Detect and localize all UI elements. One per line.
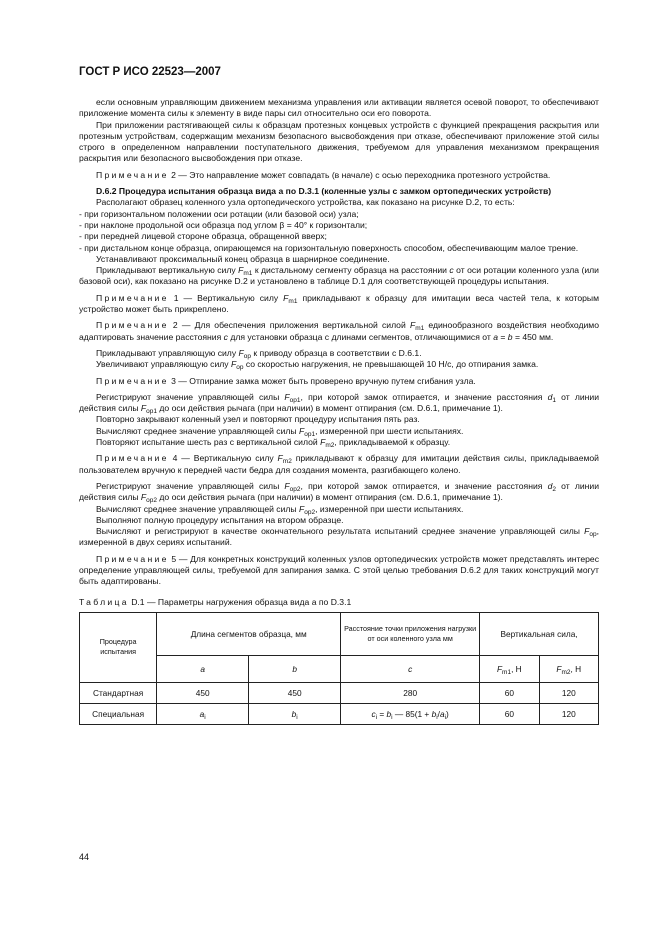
subscript: op2 — [304, 508, 316, 516]
unit: , Н — [570, 663, 582, 674]
note-2a — [79, 170, 599, 181]
table-caption — [79, 597, 599, 607]
symbol: F — [320, 437, 326, 448]
page-header: ГОСТ Р ИСО 22523—2007 — [79, 66, 221, 78]
note-label: Примечание — [96, 375, 169, 386]
subscript: m2 — [282, 458, 292, 466]
text: Вычисляют и регистрируют в качестве окончательного результата испытаний среднее значение управляющей силы — [96, 526, 580, 537]
text: от линии действия силы — [79, 480, 600, 503]
symbol: F — [140, 492, 147, 503]
text: Увеличивают управляющую силу — [96, 359, 229, 370]
header-force: Вертикальная сила, — [480, 612, 599, 655]
text: 3 — Отпирание замка может быть проверено вручную путем сгибания узла. — [171, 375, 476, 386]
symbol: c — [371, 708, 376, 719]
paragraph-13 — [79, 504, 599, 515]
header-lengths: Длина сегментов образца, мм — [157, 612, 341, 655]
paragraph-4: Устанавливают проксимальный конец образца в шарнирное соединение. — [96, 253, 390, 264]
paragraph-3: Располагают образец коленного узла ортопедического устройства, как показано на рисунке D.2, то есть: — [96, 197, 515, 208]
subscript: i — [204, 713, 206, 721]
text: Регистрируют значение управляющей силы — [96, 391, 280, 402]
symbol: F — [238, 265, 244, 276]
note-label: Примечание — [96, 553, 169, 564]
cell-b: 450 — [249, 682, 341, 703]
text: , при которой замок отпирается, и значение расстояния — [300, 480, 543, 491]
paragraph-6 — [79, 348, 599, 359]
symbol: b — [431, 708, 437, 719]
subscript: m2 — [561, 668, 571, 676]
symbol: F — [496, 663, 503, 674]
paragraph-11 — [79, 437, 599, 448]
subscript: op1 — [304, 430, 316, 438]
subscript: op — [236, 364, 244, 372]
subheader-fm1 — [480, 655, 539, 682]
note-label: Примечание — [96, 292, 169, 303]
text: , при которой замок отпирается, и значение расстояния — [300, 391, 543, 402]
subscript: i — [375, 713, 378, 721]
note-text: 2 — Это направление может совпадать (в начале) с осью переходника протезного устройства. — [171, 169, 551, 180]
text: Прикладывают вертикальную силу — [96, 265, 236, 276]
cell-c — [341, 703, 480, 724]
list-item: - при передней лицевой стороне образца, обращенной вверх; — [79, 231, 327, 242]
text: 4 — Вертикальную силу — [172, 453, 274, 464]
symbol: F — [284, 480, 290, 491]
header-procedure: Процедура испытания — [80, 612, 157, 682]
symbol: F — [584, 526, 590, 537]
cell-c: 280 — [341, 682, 480, 703]
note-5 — [79, 554, 599, 588]
note-4 — [79, 453, 599, 476]
symbol: a — [439, 708, 445, 719]
table-subheader-row — [80, 655, 599, 682]
symbol: F — [283, 292, 289, 303]
symbol: a — [493, 331, 498, 342]
paragraph-1: если основным управляющим движением механизма управления или активации является осевой поворот, то обеспечивают приложение момента силы к элементу в виде пары сил относительно оси его поворота. — [79, 97, 599, 119]
cell-fm1: 60 — [480, 682, 539, 703]
text: к дистальному сегменту образца на расстоянии — [254, 265, 447, 276]
subscript: m1 — [415, 325, 425, 333]
subheader-fm2 — [539, 655, 598, 682]
text: ) — [446, 708, 449, 719]
subscript: op2 — [146, 497, 158, 505]
symbol: d — [547, 480, 553, 491]
symbol: F — [140, 403, 147, 414]
symbol: F — [238, 347, 244, 358]
subscript: 2 — [552, 485, 556, 493]
text: Повторяют испытание шесть раз с вертикальной силой — [96, 437, 318, 448]
subscript: i — [436, 713, 438, 721]
symbol: F — [277, 453, 283, 464]
table-header-row — [80, 612, 599, 655]
subheader-b: b — [249, 655, 341, 682]
note-label: Примечание — [96, 320, 169, 331]
document-page — [79, 66, 599, 725]
header-distance: Расстояние точки приложения нагрузки от оси коленного узла мм — [341, 612, 480, 655]
subheader-c: c — [341, 655, 480, 682]
text: 5 — Для конкретных конструкций коленных узлов ортопедических устройств может представлять интерес определение управляющей силы, требуемой для запирания замка. С этой целью требования D.6.2 для таких конструкций могут быть адаптированы. — [79, 553, 600, 587]
list-item: - при горизонтальном положении оси ротации (или базовой оси) узла; — [79, 208, 359, 219]
cell-a — [157, 703, 249, 724]
subscript: m1 — [502, 668, 512, 676]
text: , прикладываемой к образцу. — [334, 437, 451, 448]
symbol: c — [223, 331, 228, 342]
text: Вычисляют среднее значение управляющей силы — [96, 425, 297, 436]
symbol: F — [298, 503, 305, 514]
subscript: m1 — [243, 270, 253, 278]
paragraph-7 — [79, 359, 599, 370]
cell-b — [249, 703, 341, 724]
cell-fm2: 120 — [539, 682, 598, 703]
page-number: 44 — [79, 852, 90, 862]
subscript: op2 — [289, 485, 301, 493]
note-3 — [79, 376, 599, 387]
paragraph-14: Выполняют полную процедуру испытания на втором образце. — [96, 514, 344, 525]
text: 2 — Для обеспечения приложения вертикальной силой — [172, 320, 406, 331]
paragraph-8 — [79, 392, 599, 415]
cell-fm2: 120 — [539, 703, 598, 724]
text: до оси действия рычага (при наличии) в момент отпирания (см. D.6.1, примечание 1). — [159, 403, 503, 414]
subscript: op1 — [146, 408, 158, 416]
text: Прикладывают управляющую силу — [96, 347, 237, 358]
symbol: c — [449, 265, 454, 276]
text: , измеренной в двух сериях испытаний. — [79, 526, 600, 548]
caption-text: D.1 — Параметры нагружения образца вида а по D.3.1 — [131, 596, 352, 607]
paragraph-9: Повторно закрывают коленный узел и повторяют процедуру испытания пять раз. — [96, 414, 420, 425]
list-item: - при дистальном конце образца, опирающемся на горизонтальную поверхность способом, обеспечивающим малое трение. — [79, 242, 579, 253]
text: — 85(1 + — [392, 708, 432, 719]
text: прикладывают к образцу для имитации веса частей тела, к которым устройство может быть прикреплено. — [79, 292, 599, 315]
symbol: F — [409, 320, 416, 331]
caption-label: Таблица — [79, 596, 129, 607]
subscript: op — [589, 531, 597, 539]
paragraph-5 — [79, 265, 599, 288]
table-row — [80, 682, 599, 703]
note-2b: Примечание 2 — Для обеспечения приложения вертикальной силой $F_{m1}$ единообразного воздействия необходимо адаптировать значение расстояния c для установки образца с длинами сегментов, отличающимися от a = b = 450 мм. — [79, 320, 600, 342]
symbol: b — [507, 331, 513, 342]
text: со скоростью нагружения, не превышающей 10 Н/с, до отпирания замка. — [245, 359, 539, 370]
paragraph-12 — [79, 481, 599, 504]
subscript: i — [444, 713, 447, 721]
text: до оси действия рычага (при наличии) в момент отпирания (см. D.6.1, примечание 1). — [159, 492, 503, 503]
text: = 450 мм. — [514, 331, 554, 342]
symbol: b — [291, 708, 297, 719]
text: , измеренной при шести испытаниях. — [315, 503, 464, 514]
note-1 — [79, 293, 599, 316]
text: , измеренной при шести испытаниях. — [315, 425, 464, 436]
symbol: F — [298, 425, 305, 436]
text: единообразного воздействия необходимо адаптировать значение расстояния — [79, 320, 600, 342]
subscript: op — [243, 352, 251, 360]
paragraph-15 — [79, 526, 599, 549]
symbol: b — [386, 708, 392, 719]
cell-a: 450 — [157, 682, 249, 703]
subscript: m2 — [325, 442, 335, 450]
text: прикладывают к образцу для имитации действия силы, прикладываемой пользователем вручную к передней части бедра для создания момента, разгибающего колено. — [79, 453, 599, 475]
text: 1 — Вертикальную силу — [173, 292, 279, 303]
text: от линии действия силы — [79, 391, 600, 414]
cell-procedure: Стандартная — [80, 682, 157, 703]
list-item: - при наклоне продольной оси образца под углом β = 40° к горизонтали; — [79, 219, 368, 230]
note-label: Примечание — [96, 453, 169, 464]
section-title: D.6.2 Процедура испытания образца вида а по D.3.1 (коленные узлы с замком ортопедических устройств) — [96, 186, 552, 197]
text: / — [437, 708, 440, 719]
subscript: m1 — [288, 297, 298, 305]
unit: , Н — [511, 663, 522, 674]
text: для установки образца с длинами сегментов, отличающимися от — [230, 331, 491, 342]
note-label: Примечание — [96, 169, 169, 180]
subscript: i — [391, 713, 393, 721]
paragraph-10 — [79, 426, 599, 437]
symbol: a — [199, 708, 205, 719]
text: от оси ротации коленного узла (или базовой оси), как показано на рисунке D.2 и установлено в таблице D.1 для соответствующей процедуры испытания. — [79, 265, 599, 287]
symbol: F — [230, 359, 237, 370]
subscript: 1 — [552, 396, 556, 404]
subscript: op1 — [289, 396, 301, 404]
cell-procedure: Специальная — [80, 703, 157, 724]
table-row — [80, 703, 599, 724]
subheader-a: a — [157, 655, 249, 682]
paragraph-2: При приложении растягивающей силы к образцам протезных концевых устройств с функцией прекращения раскрытия или протезным устройствам, содержащим механизм безопасного высвобождения при отказе, обеспечивают приложение этой силы строго в определенном направлении поступательного движения, требуемом для управления механизмом прекращения раскрытия или безопасного высвобождения при отказе. — [79, 119, 599, 164]
text: к приводу образца в соответствии с D.6.1. — [253, 347, 422, 358]
symbol: F — [556, 663, 562, 674]
subscript: i — [296, 713, 298, 721]
text: Вычисляют среднее значение управляющей силы — [96, 503, 297, 514]
text: Регистрируют значение управляющей силы — [96, 480, 280, 491]
symbol: F — [284, 391, 290, 402]
parameters-table — [79, 612, 599, 725]
symbol: d — [547, 391, 553, 402]
text: = — [377, 708, 387, 719]
cell-fm1: 60 — [480, 703, 539, 724]
